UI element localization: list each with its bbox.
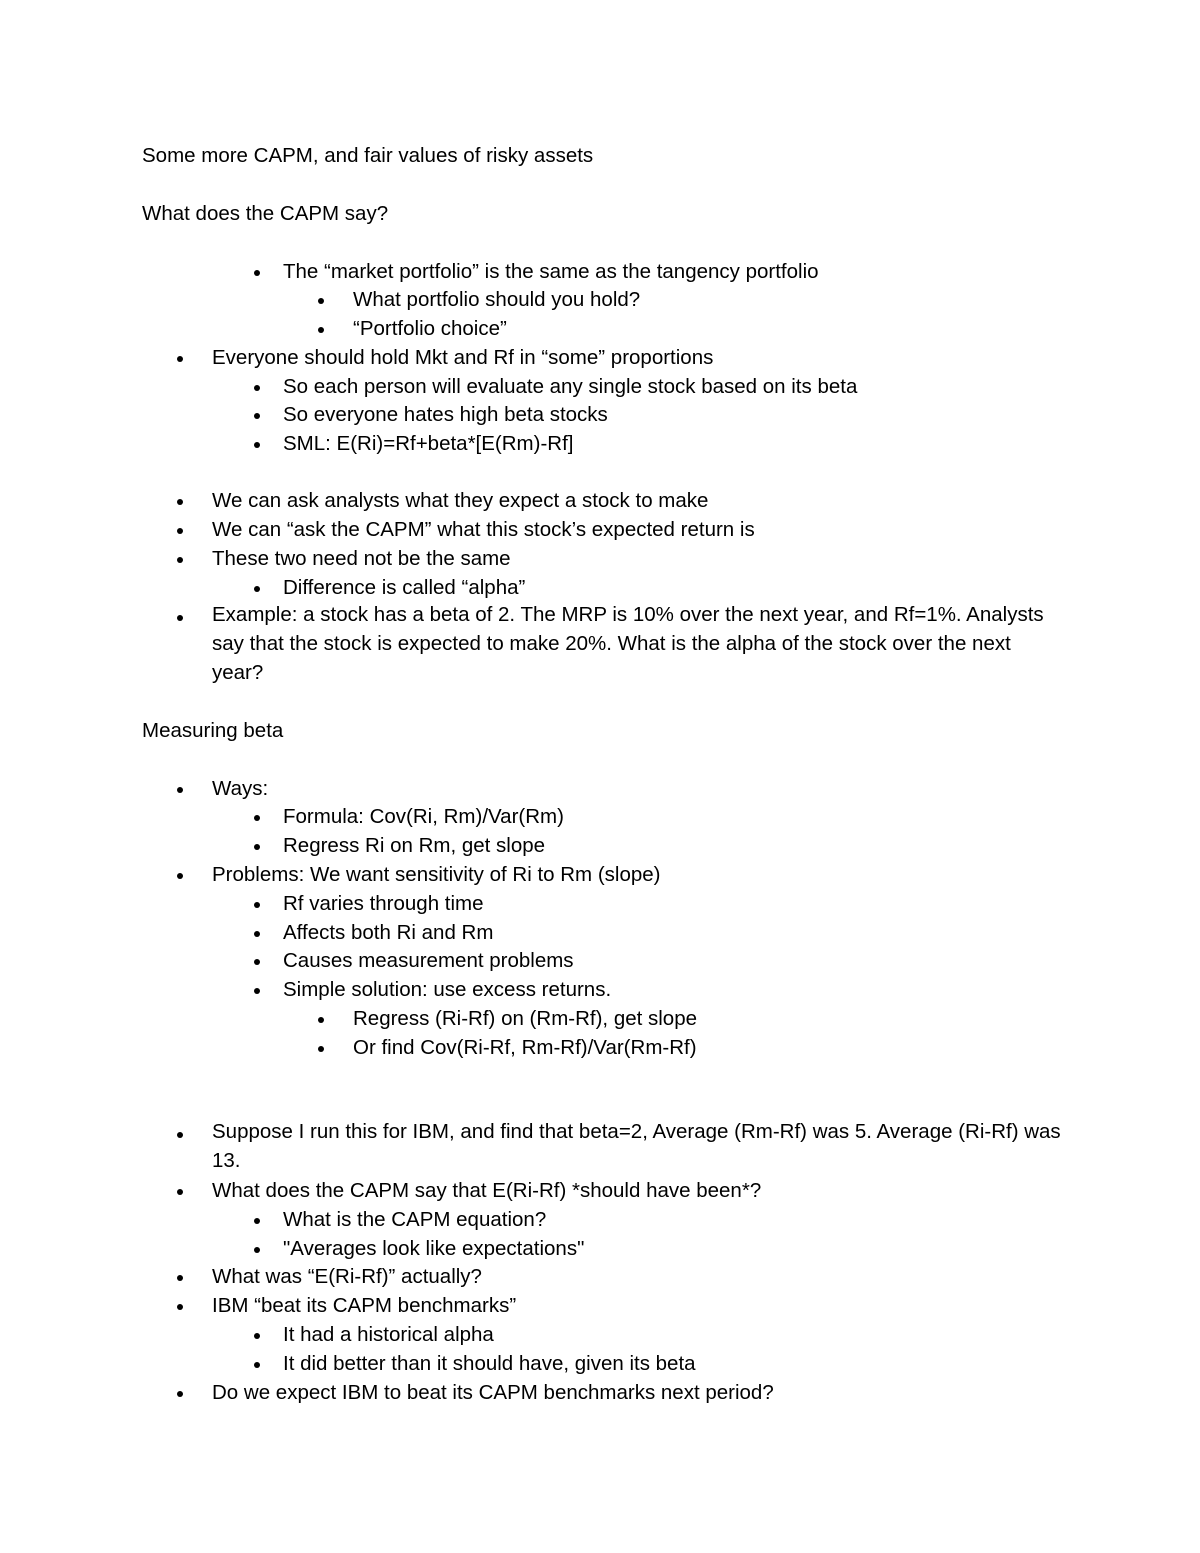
bullet-dot bbox=[177, 787, 183, 793]
bullet-dot bbox=[177, 1189, 183, 1195]
bullet-dot bbox=[254, 1218, 260, 1224]
bullet-dot bbox=[254, 413, 260, 419]
bullet-dot bbox=[318, 298, 324, 304]
bullet-dot bbox=[254, 385, 260, 391]
bullet-dot bbox=[177, 615, 183, 621]
bullet-dot bbox=[177, 873, 183, 879]
bullet-dot bbox=[177, 1132, 183, 1138]
bullet-dot bbox=[318, 1046, 324, 1052]
bullet-dot bbox=[254, 902, 260, 908]
bullet-dot bbox=[254, 844, 260, 850]
document-title: Some more CAPM, and fair values of risky assets bbox=[142, 144, 594, 167]
bullet-dot bbox=[254, 1247, 260, 1253]
document-page: Some more CAPM, and fair values of risky assets What does the CAPM say? The “market portfolio” is the same as the tangency portfolio What portfolio should you hold? “Portfolio choice” Everyone should hold Mkt and Rf in “some” proportions So each person will evaluate any single stock based on its beta So everyone hates high beta stocks SML: E(Ri)=Rf+beta*[E(Rm)-Rf] We can ask analysts what they expect a stock to make We can “ask the CAPM” what this stock’s expected return is These two need not be the same Difference is called “alpha” Example: a stock has a beta of 2. The MRP is 10% over the next year, and Rf=1%. Analysts say that the stock is expected to make 20%. What is the alpha of the stock over the next year? Measuring beta Ways: Formula: Cov(Ri, Rm)/Var(Rm) Regress Ri on Rm, get slope Problems: We want sensitivity of Ri to Rm (slope) Rf varies through time Affects both Ri and Rm Causes measurement problems Simple solution: use excess returns. Regress (Ri-Rf) on (Rm-Rf), get slope Or find Cov(Ri-Rf, Rm-Rf)/Var(Rm-Rf) Suppose I run this for IBM, and find that beta=2, Average (Rm-Rf) was 5. Average (Ri-Rf) was 13. What does the CAPM say that E(Ri-Rf) *should have been*? What is the CAPM equation? "Averages look like expectations" What was “E(Ri-Rf)” actually? IBM “beat its CAPM benchmarks” It had a historical alpha It did better than it should have, given its beta Do we expect IBM to beat its CAPM benchmarks next period? bbox=[142, 144, 1061, 1404]
bullet-dot bbox=[177, 528, 183, 534]
bullet-dot bbox=[254, 815, 260, 821]
bullet-dot bbox=[254, 988, 260, 994]
section-heading-capm: What does the CAPM say? bbox=[142, 202, 389, 225]
bullet-dot bbox=[177, 1391, 183, 1397]
section-heading-beta: Measuring beta bbox=[142, 719, 284, 742]
bullet-dot bbox=[254, 270, 260, 276]
bullet-dot bbox=[254, 442, 260, 448]
bullet-dot bbox=[177, 356, 183, 362]
bullet-dot bbox=[254, 1362, 260, 1368]
bullet-dot bbox=[177, 557, 183, 563]
bullet-dot bbox=[318, 327, 324, 333]
bullet-dot bbox=[177, 1275, 183, 1281]
bullet-dot bbox=[177, 499, 183, 505]
bullet-dot bbox=[177, 1304, 183, 1310]
bullet-dot bbox=[254, 959, 260, 965]
bullet-dot bbox=[254, 1333, 260, 1339]
bullet-dot bbox=[318, 1017, 324, 1023]
bullet-dot bbox=[254, 931, 260, 937]
bullet-dot bbox=[254, 586, 260, 592]
